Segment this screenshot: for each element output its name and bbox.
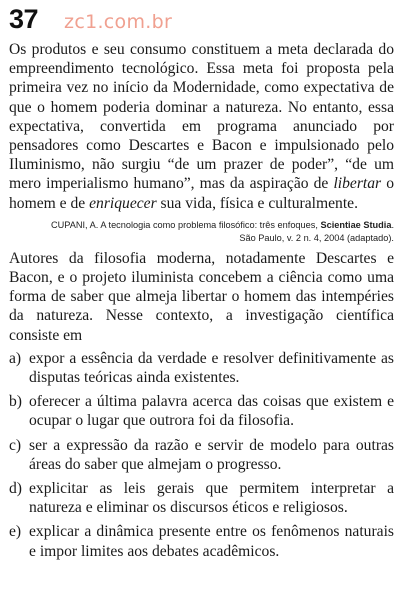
passage-italic-libertar: libertar [333,175,382,193]
question-header [9,4,172,34]
option-letter: d) [9,480,22,498]
passage-part-2: o homem e de [9,175,394,212]
passage-part-3: sua vida, física e culturalmente. [156,194,358,212]
answer-options [9,349,394,561]
watermark: zc1.com.br [64,11,173,33]
passage-italic-enriquecer: enriquecer [89,194,157,212]
option-letter: e) [9,523,22,541]
citation-line-2: São Paulo, v. 2 n. 4, 2004 (adaptado). [239,232,394,243]
option-d[interactable] [9,479,394,517]
source-citation [9,219,394,245]
option-a[interactable] [9,349,394,387]
option-text: ser a expressão da razão e servir de modelo para outras áreas do saber que almejam o progresso. [29,436,394,473]
option-text: oferecer a última palavra acerca das coisas que existem e ocupar o lugar que outrora foi da filosofia. [29,393,394,430]
citation-period: . [391,219,394,230]
option-text: explicitar as leis gerais que permitem interpretar a natureza e eliminar os discursos éticos e religiosos. [29,480,394,517]
question-number: 37 [9,4,39,34]
option-letter: a) [9,349,22,367]
option-text: expor a essência da verdade e resolver definitivamente as disputas teóricas ainda existentes. [29,349,394,387]
passage-text [9,40,394,213]
option-letter: b) [9,393,22,411]
citation-journal: Scientiae Studia [320,219,392,230]
question-stem: Autores da filosofia moderna, notadamente Descartes e Bacon, e o projeto iluminista concebem a ciência como uma forma de saber que almeja libertar o homem das intempéries da natureza. Nesse contexto, a investigação científica consiste em [9,249,394,344]
citation-line-1 [9,219,394,232]
citation-author-title: CUPANI, A. A tecnologia como problema filosófico: três enfoques, [50,219,321,230]
passage-part-1: Os produtos e seu consumo constituem a meta declarada do empreendimento tecnológico. Essa meta foi proposta pela primeira vez no início da Modernidade, como expectativa de que o homem poderia dominar a natureza. No entanto, essa expectativa, convertida em programa anunciado por pensadores como Descartes e Bacon e impulsionado pelo Iluminismo, não surgiu “de um prazer de poder”, “de um mero imperialismo humano”, mas da aspiração de [9,41,394,193]
option-b[interactable] [9,392,394,430]
question-content [9,40,394,566]
option-e[interactable] [9,522,394,560]
option-letter: c) [9,436,22,454]
option-c[interactable] [9,436,394,474]
option-text: explicar a dinâmica presente entre os fenômenos naturais e impor limites aos debates acadêmicos. [29,523,394,560]
